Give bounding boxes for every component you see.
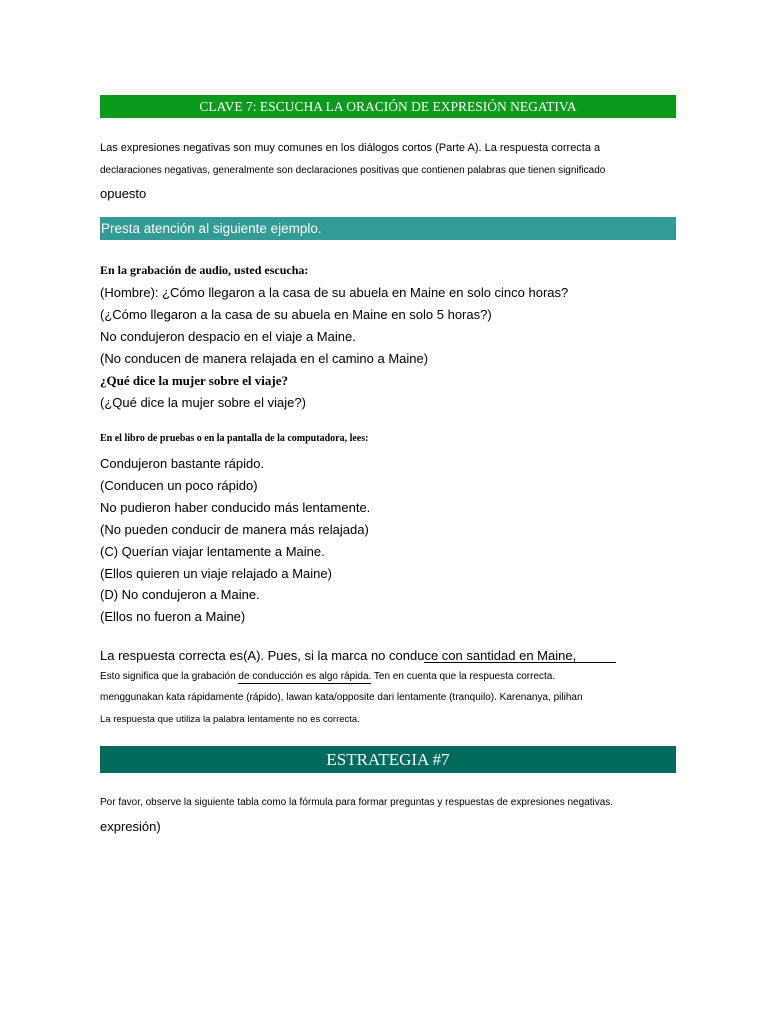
- answer-line-1-underlined: ce con santidad en Maine,: [424, 649, 616, 663]
- answer-line-2-tail: Ten en cuenta que la respuesta correcta.: [371, 671, 556, 682]
- answer-line-2: [100, 670, 555, 684]
- audio-line-3: No condujeron despacio en el viaje a Maine.: [100, 329, 356, 344]
- intro-line-1: Las expresiones negativas son muy comunes en los diálogos cortos (Parte A). La respuesta correcta a: [100, 142, 601, 154]
- intro-line-3: opuesto: [100, 186, 147, 201]
- option-line-8: (Ellos no fueron a Maine): [100, 609, 246, 624]
- audio-line-1: (Hombre): ¿Cómo llegaron a la casa de su abuela en Maine en solo cinco horas?: [100, 285, 569, 300]
- audio-heading: En la grabación de audio, usted escucha:: [100, 263, 309, 277]
- option-line-4: (No pueden conducir de manera más relajada): [100, 522, 369, 537]
- option-line-1: Condujeron bastante rápido.: [100, 456, 265, 471]
- answer-line-3: menggunakan kata rápidamente (rápido), lawan kata/opposite dari lentamente (tranquilo). Karenanya, pilihan: [100, 692, 583, 703]
- option-line-2: (Conducen un poco rápido): [100, 478, 258, 493]
- option-line-3: No pudieron haber conducido más lentamente.: [100, 500, 371, 515]
- strategy-line-2: expresión): [100, 819, 161, 834]
- answer-line-1: [100, 648, 616, 663]
- option-line-6: (Ellos quieren un viaje relajado a Maine): [100, 566, 332, 581]
- option-line-7: (D) No condujeron a Maine.: [100, 587, 260, 602]
- answer-line-1-text: La respuesta correcta es(A). Pues, si la marca no condu: [100, 648, 425, 663]
- audio-question-translation: (¿Qué dice la mujer sobre el viaje?): [100, 395, 306, 410]
- example-banner: Presta atención al siguiente ejemplo.: [100, 217, 676, 240]
- audio-question: ¿Qué dice la mujer sobre el viaje?: [100, 373, 288, 388]
- intro-line-2: declaraciones negativas, generalmente son declaraciones positivas que contienen palabras que tienen significado: [100, 165, 606, 176]
- section-header-clave-7: CLAVE 7: ESCUCHA LA ORACIÓN DE EXPRESIÓN NEGATIVA: [100, 95, 676, 118]
- book-heading: En el libro de pruebas o en la pantalla de la computadora, lees:: [100, 433, 369, 444]
- audio-line-2: (¿Cómo llegaron a la casa de su abuela en Maine en solo 5 horas?): [100, 307, 492, 322]
- strategy-header: ESTRATEGIA #7: [100, 746, 676, 773]
- strategy-line-1: Por favor, observe la siguiente tabla como la fórmula para formar preguntas y respuestas de expresiones negativas.: [100, 797, 614, 808]
- answer-line-2-underlined: de conducción es algo rápida.: [238, 671, 372, 682]
- answer-line-2-text: Esto significa que la grabación: [100, 671, 239, 682]
- audio-line-4: (No conducen de manera relajada en el camino a Maine): [100, 351, 429, 366]
- answer-line-4: La respuesta que utiliza la palabra lentamente no es correcta.: [100, 714, 360, 725]
- option-line-5: (C) Querían viajar lentamente a Maine.: [100, 544, 325, 559]
